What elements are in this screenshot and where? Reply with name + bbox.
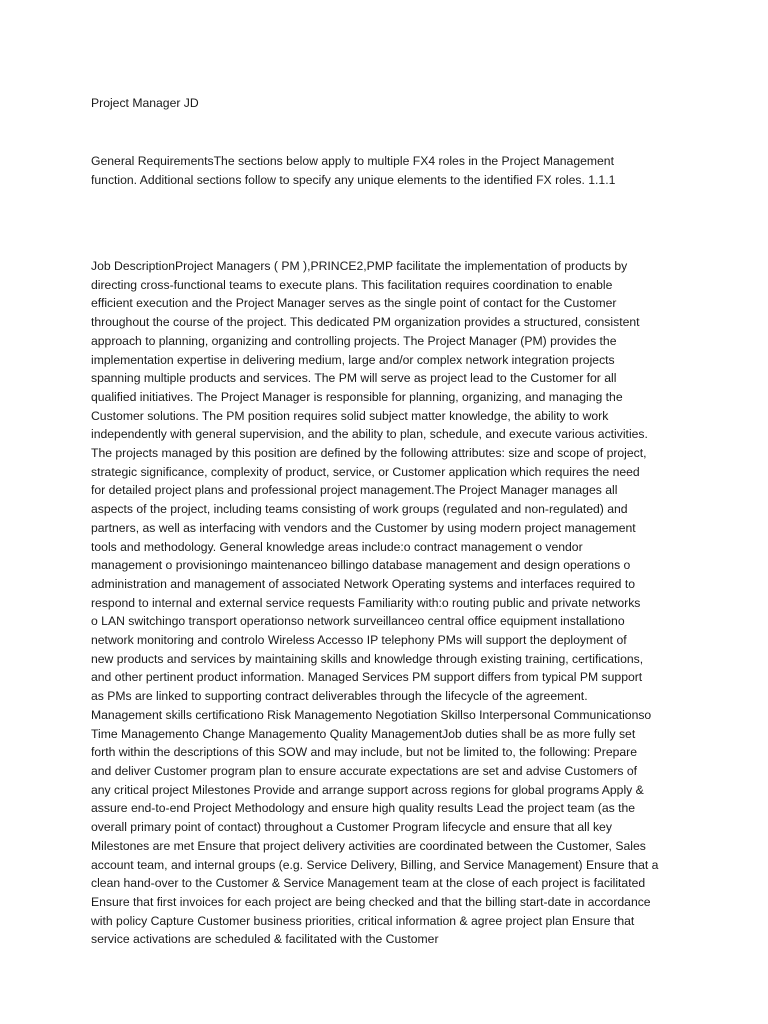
paragraph-line: implementation expertise in delivering medium, large and/or complex network integration projects — [91, 352, 615, 367]
paragraph-line: Job DescriptionProject Managers ( PM ),PRINCE2,PMP facilitate the implementation of products by — [91, 259, 628, 273]
paragraph-line: management o provisioningo maintenanceo billingo database management and design operations o — [91, 558, 631, 573]
paragraph-line: administration and management of associated Network Operating systems and interfaces required to — [91, 576, 635, 591]
job-description-paragraph — [91, 257, 681, 949]
paragraph-line: for detailed project plans and professional project management.The Project Manager manages all — [91, 483, 618, 498]
paragraph-line: Milestones are met Ensure that project delivery activities are coordinated between the Customer, Sales — [91, 838, 646, 853]
paragraph-line: The projects managed by this position are defined by the following attributes: size and scope of project, — [91, 446, 647, 461]
paragraph-line: aspects of the project, including teams consisting of work groups (regulated and non-regulated) and — [91, 502, 628, 517]
paragraph-line: forth within the descriptions of this SOW and may include, but not be limited to, the following: Prepare — [91, 745, 638, 760]
document-title: Project Manager JD — [91, 96, 199, 110]
paragraph-line: throughout the course of the project. This dedicated PM organization provides a structured, consistent — [91, 315, 640, 330]
paragraph-line: and other pertinent product information. Managed Services PM support differs from typical PM support — [91, 670, 643, 685]
paragraph-line: tools and methodology. General knowledge areas include:o contract management o vendor — [91, 539, 583, 554]
paragraph-line: o LAN switchingo transport operationso network surveillanceo central office equipment installationo — [91, 614, 625, 629]
paragraph-line: General RequirementsThe sections below apply to multiple FX4 roles in the Project Management — [91, 154, 614, 168]
paragraph-line: respond to internal and external service requests Familiarity with:o routing public and private networks — [91, 595, 641, 610]
paragraph-line: Customer solutions. The PM position requires solid subject matter knowledge, the ability to work — [91, 408, 609, 423]
paragraph-line: as PMs are linked to supporting contract deliverables through the lifecycle of the agreement. — [91, 689, 588, 704]
paragraph-line: partners, as well as interfacing with vendors and the Customer by using modern project management — [91, 520, 636, 535]
paragraph-line: independently with general supervision, and the ability to plan, schedule, and execute various activities. — [91, 427, 648, 442]
paragraph-line: directing cross-functional teams to execute plans. This facilitation requires coordination to enable — [91, 277, 613, 292]
paragraph-line: new products and services by maintaining skills and knowledge through existing training, certifications, — [91, 651, 644, 666]
paragraph-line: overall primary point of contact) throughout a Customer Program lifecycle and ensure that all key — [91, 820, 612, 835]
paragraph-line: any critical project Milestones Provide and arrange support across regions for global programs Apply & — [91, 782, 644, 797]
paragraph-line: efficient execution and the Project Manager serves as the single point of contact for the Customer — [91, 296, 617, 311]
paragraph-line: service activations are scheduled & facilitated with the Customer — [91, 932, 439, 947]
paragraph-line: Time Managemento Change Managemento Quality ManagementJob duties shall be as more fully set — [91, 726, 636, 741]
paragraph-line: strategic significance, complexity of product, service, or Customer application which requires the need — [91, 464, 640, 479]
paragraph-line: assure end-to-end Project Methodology and ensure high quality results Lead the project team (as the — [91, 801, 636, 816]
paragraph-line: and deliver Customer program plan to ensure accurate expectations are set and advise Customers of — [91, 763, 638, 778]
paragraph-line: approach to planning, organizing and controlling projects. The Project Manager (PM) provides the — [91, 333, 617, 348]
paragraph-line: Ensure that first invoices for each project are being checked and that the billing start-date in accordance — [91, 894, 651, 909]
paragraph-line: account team, and internal groups (e.g. Service Delivery, Billing, and Service Management) Ensure that a — [91, 857, 659, 872]
paragraph-line: Management skills certificationo Risk Managemento Negotiation Skillso Interpersonal Communicationso — [91, 707, 652, 722]
paragraph-line: qualified initiatives. The Project Manager is responsible for planning, organizing, and managing the — [91, 389, 623, 404]
paragraph-line: function. Additional sections follow to specify any unique elements to the identified FX roles. 1.1.1 — [91, 172, 616, 187]
general-requirements-paragraph — [91, 152, 681, 189]
paragraph-line: with policy Capture Customer business priorities, critical information & agree project plan Ensure that — [91, 913, 635, 928]
paragraph-line: network monitoring and controlo Wireless Accesso IP telephony PMs will support the deployment of — [91, 633, 627, 648]
paragraph-line: spanning multiple products and services. The PM will serve as project lead to the Customer for all — [91, 371, 617, 386]
paragraph-line: clean hand-over to the Customer & Service Management team at the close of each project is facilitated — [91, 876, 646, 891]
